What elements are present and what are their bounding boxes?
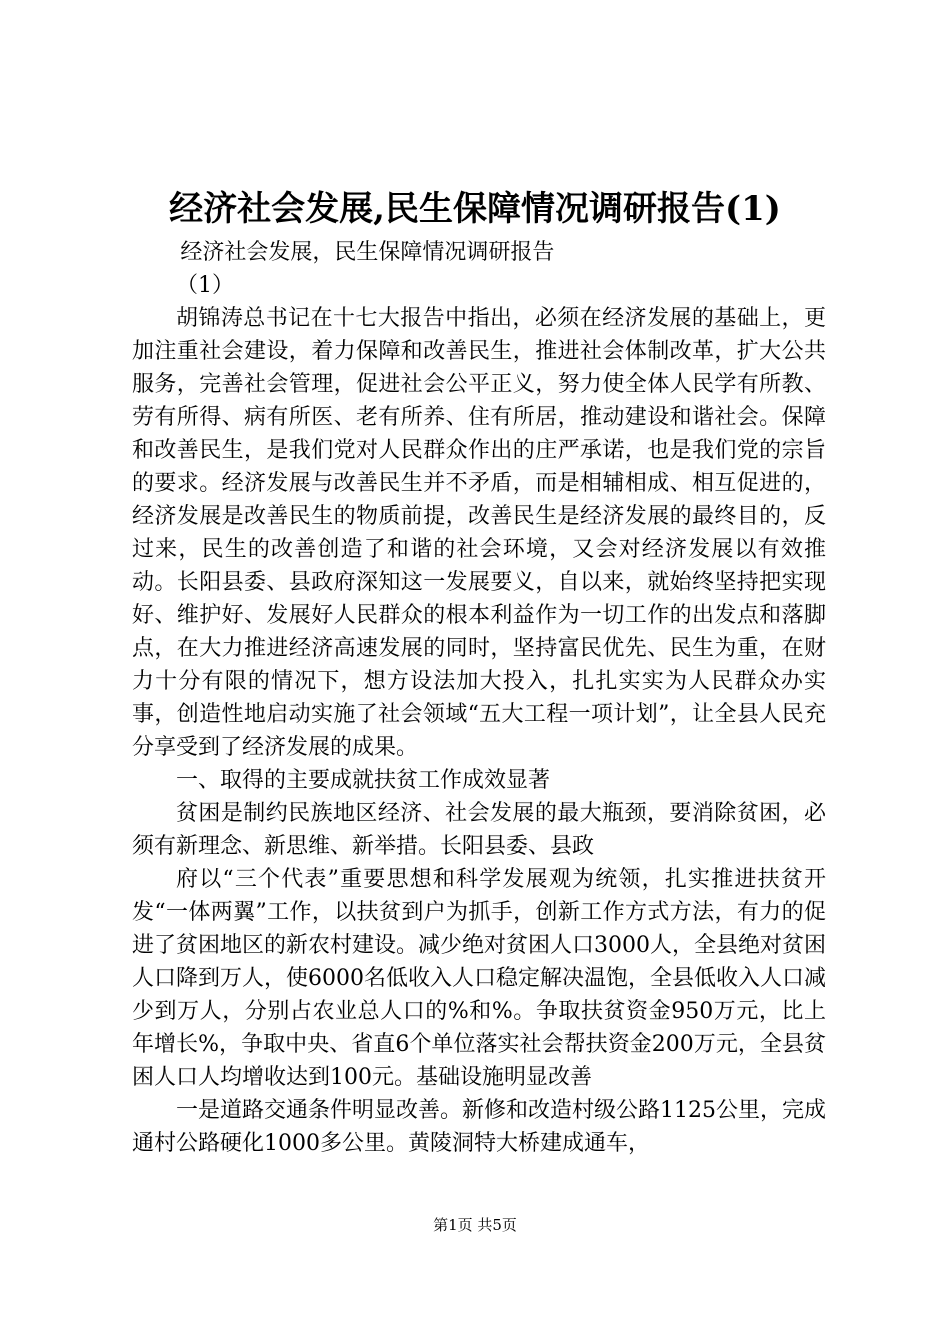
transport-paragraph: 一是道路交通条件明显改善。新修和改造村级公路1125公里，完成通村公路硬化1000多公里。黄陵洞特大桥建成通车，	[132, 1098, 826, 1156]
document-title: 经济社会发展,民生保障情况调研报告(1)	[169, 189, 781, 229]
poverty-paragraph: 贫困是制约民族地区经济、社会发展的最大瓶颈，要消除贫困，必须有新理念、新思维、新举措。长阳县委、县政	[132, 801, 826, 859]
subtitle-paragraph: 经济社会发展，民生保障情况调研报告	[180, 240, 555, 265]
section-heading: 一、取得的主要成就扶贫工作成效显著	[176, 768, 551, 793]
subtitle-number-paragraph: （1）	[176, 273, 234, 298]
intro-paragraph: 胡锦涛总书记在十七大报告中指出，必须在经济发展的基础上，更加注重社会建设，着力保障和改善民生，推进社会体制改革，扩大公共服务，完善社会管理，促进社会公平正义，努力使全体人民学有所教、劳有所得、病有所医、老有所养、住有所居，推动建设和谐社会。保障和改善民生，是我们党对人民群众作出的庄严承诺，也是我们党的宗旨的要求。经济发展与改善民生并不矛盾，而是相辅相成、相互促进的，经济发展是改善民生的物质前提，改善民生是经济发展的最终目的，反过来，民生的改善创造了和谐的社会环境，又会对经济发展以有效推动。长阳县委、县政府深知这一发展要义，自以来，就始终坚持把实现好、维护好、发展好人民群众的根本利益作为一切工作的出发点和落脚点，在大力推进经济高速发展的同时，坚持富民优先、民生为重，在财力十分有限的情况下，想方设法加大投入，扎扎实实为人民群众办实事，创造性地启动实施了社会领域“五大工程一项计划”，让全县人民充分享受到了经济发展的成果。	[132, 306, 826, 760]
document-body	[132, 236, 826, 1160]
page-footer: 第1页 共5页	[433, 1216, 517, 1234]
poverty-continuation-paragraph: 府以“三个代表”重要思想和科学发展观为统领，扎实推进扶贫开发“一体两翼”工作，以扶贫到户为抓手，创新工作方式方法，有力的促进了贫困地区的新农村建设。减少绝对贫困人口3000人，全县绝对贫困人口降到万人，使6000名低收入人口稳定解决温饱，全县低收入人口减少到万人，分别占农业总人口的%和%。争取扶贫资金950万元，比上年增长%，争取中央、省直6个单位落实社会帮扶资金200万元，全县贫困人口人均增收达到100元。基础设施明显改善	[132, 867, 826, 1090]
